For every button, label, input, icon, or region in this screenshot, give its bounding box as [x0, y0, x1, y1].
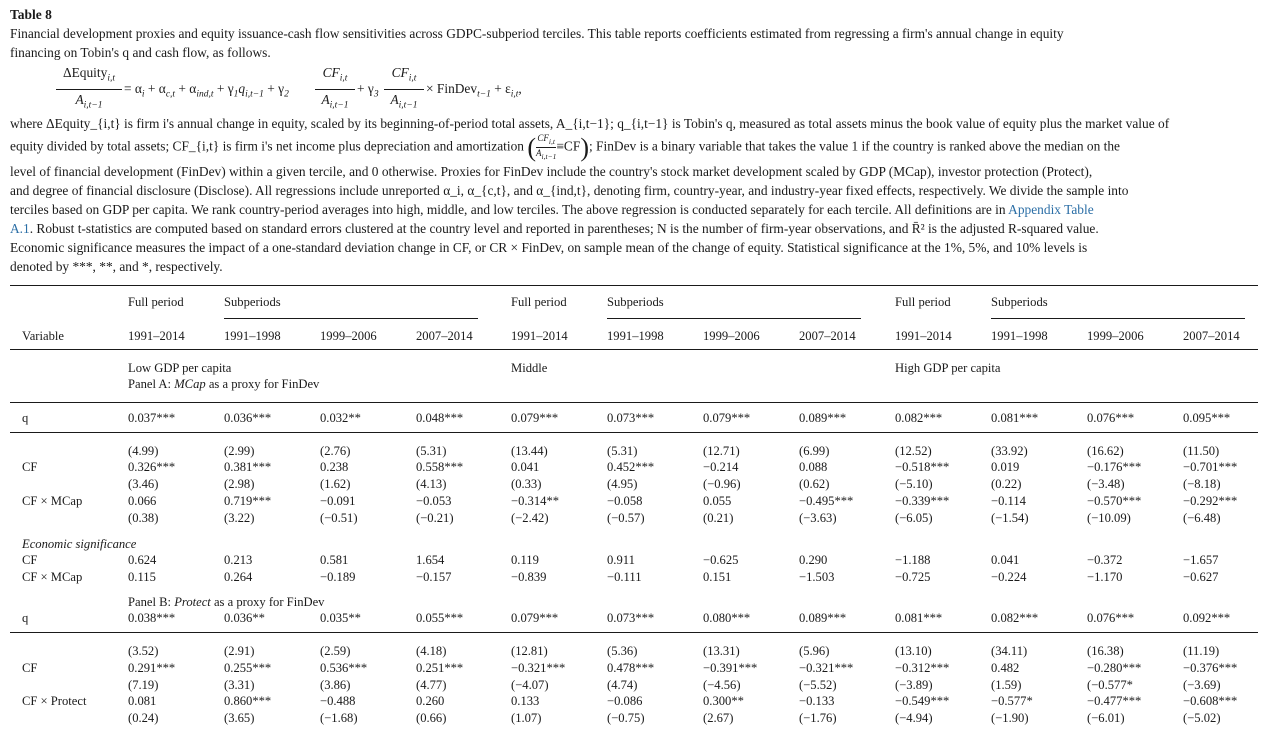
table-cell: −0.224	[991, 570, 1027, 584]
table-cell: −0.839	[511, 570, 547, 584]
table-cell: −0.625	[703, 553, 739, 567]
table-cell: 0.081***	[991, 411, 1039, 425]
table-cell: (−1.90)	[991, 711, 1029, 725]
table-cell: 0.019	[991, 460, 1020, 474]
table-cell: (−3.63)	[799, 511, 837, 525]
header-period: 2007–2014	[799, 329, 856, 343]
table-cell: 0.260	[416, 694, 445, 708]
table-cell: (5.96)	[799, 644, 830, 658]
table-cell: 0.213	[224, 553, 253, 567]
table-cell: −0.058	[607, 494, 643, 508]
header-period: 1991–2014	[511, 329, 568, 343]
header-variable: Variable	[22, 329, 64, 343]
table-cell: (3.52)	[128, 644, 159, 658]
table-cell: (7.19)	[128, 678, 159, 692]
table-cell: 0.300**	[703, 694, 744, 708]
table-cell: 0.035**	[320, 611, 361, 625]
table-cell: (4.77)	[416, 678, 447, 692]
table-cell: (−6.48)	[1183, 511, 1221, 525]
table-cell: (−8.18)	[1183, 477, 1221, 491]
table-cell: −0.091	[320, 494, 356, 508]
body-line-1: where ΔEquity_{i,t} is firm i's annual change in equity, scaled by its beginning-of-period total assets, A_{i,t−1}; q_{i,t−1} is Tobin's q, measured as total assets minus the book value of equity plus the market value of	[10, 116, 1170, 131]
row-label: CF × MCap	[22, 494, 83, 508]
table-cell: 0.079***	[703, 411, 751, 425]
group-label: Low GDP per capita	[128, 361, 232, 375]
subperiod-rule-low	[224, 318, 478, 319]
table-cell: 0.081***	[895, 611, 943, 625]
table-cell: −0.176***	[1087, 460, 1142, 474]
table-cell: 0.080***	[703, 611, 751, 625]
table-cell: −1.188	[895, 553, 931, 567]
table-cell: −0.314**	[511, 494, 560, 508]
table-cell: (13.31)	[703, 644, 740, 658]
table-cell: −0.157	[416, 570, 452, 584]
table-cell: 0.088	[799, 460, 828, 474]
table-cell: (11.50)	[1183, 444, 1220, 458]
table-cell: (0.33)	[511, 477, 542, 491]
table-cell: (3.31)	[224, 678, 255, 692]
table-cell: −0.321***	[511, 661, 566, 675]
table-cell: (−4.07)	[511, 678, 549, 692]
table-cell: (−1.68)	[320, 711, 358, 725]
table-cell: −1.503	[799, 570, 835, 584]
table-cell: (3.22)	[224, 511, 255, 525]
table-cell: −0.391***	[703, 661, 758, 675]
table-cell: −0.086	[607, 694, 643, 708]
header-full-period: Full period	[895, 295, 951, 309]
body-line-2: equity divided by total assets; CF_{i,t} is firm i's net income plus depreciation and amortization ( $\frac{CF_{i,t}}{A_{i,t-1}}$ ≡CF); FinDev is a binary variable that takes the value 1 if the country is ranked above the median on the	[10, 132, 1120, 162]
table-cell: −0.495***	[799, 494, 854, 508]
table-cell: 0.066	[128, 494, 157, 508]
table-cell: (13.10)	[895, 644, 932, 658]
table-cell: −0.111	[607, 570, 642, 584]
table-cell: 0.860***	[224, 694, 272, 708]
body-line-8: denoted by ***, **, and *, respectively.	[10, 258, 223, 274]
table-cell: 0.073***	[607, 411, 655, 425]
table-cell: (0.21)	[703, 511, 734, 525]
table-cell: (−3.89)	[895, 678, 933, 692]
subperiod-rule-mid	[607, 318, 861, 319]
body-line-3: level of financial development (FinDev) within a given tercile, and 0 otherwise. Proxies for FinDev include the country's stock market development scaled by GDP (MCap), investor protection (Protect),	[10, 163, 1093, 179]
row-label: q	[22, 611, 29, 625]
table-cell: 0.048***	[416, 411, 464, 425]
table-cell: (2.99)	[224, 444, 255, 458]
panel-b-q-row-rule	[10, 632, 1258, 633]
table-cell: −0.627	[1183, 570, 1219, 584]
table-cell: (1.62)	[320, 477, 351, 491]
table-cell: (34.11)	[991, 644, 1028, 658]
body-line-4: and degree of financial disclosure (Disclose). All regressions include unreported α_i, α_{c,t}, and α_{ind,t}, denoting firm, country-year, and industry-year fixed effects, respectively. We divide the sample into	[10, 182, 1129, 198]
table-cell: (0.38)	[128, 511, 159, 525]
table-cell: (−5.52)	[799, 678, 837, 692]
header-period: 1991–2014	[895, 329, 952, 343]
table-cell: (0.66)	[416, 711, 447, 725]
table-cell: 0.558***	[416, 460, 464, 474]
table-cell: 0.291***	[128, 661, 176, 675]
table-cell: (−0.21)	[416, 511, 454, 525]
table-cell: (0.62)	[799, 477, 830, 491]
table-cell: (13.44)	[511, 444, 548, 458]
table-cell: (−6.01)	[1087, 711, 1125, 725]
table-cell: (4.99)	[128, 444, 159, 458]
header-period: 1991–1998	[607, 329, 664, 343]
table-cell: (2.59)	[320, 644, 351, 658]
row-label: CF × MCap	[22, 570, 83, 584]
table-cell: −0.133	[799, 694, 835, 708]
table-label: Table 8	[10, 7, 52, 22]
table-cell: 0.041	[511, 460, 540, 474]
table-top-rule	[10, 285, 1258, 286]
table-cell: 0.079***	[511, 611, 559, 625]
table-cell: 0.079***	[511, 411, 559, 425]
panel-a-title: Panel A: MCap as a proxy for FinDev	[128, 377, 320, 391]
table-cell: 0.038***	[128, 611, 176, 625]
table-cell: (−4.94)	[895, 711, 933, 725]
table-cell: (2.67)	[703, 711, 734, 725]
panel-b-title: Panel B: Protect as a proxy for FinDev	[128, 595, 325, 609]
caption-line-2: financing on Tobin's q and cash flow, as follows.	[10, 45, 271, 60]
row-label: CF × Protect	[22, 694, 87, 708]
table-cell: −0.488	[320, 694, 356, 708]
header-period: 2007–2014	[416, 329, 473, 343]
header-period: 1991–2014	[128, 329, 185, 343]
table-cell: −0.312***	[895, 661, 950, 675]
cf-fraction-1: $CF_{i,t}$ $A_{i,t-1}$	[315, 64, 355, 114]
row-label: q	[22, 411, 29, 425]
table-cell: (33.92)	[991, 444, 1028, 458]
header-period: 1999–2006	[703, 329, 760, 343]
table-cell: 0.073***	[607, 611, 655, 625]
table-cell: (−4.56)	[703, 678, 741, 692]
table-cell: (−0.577*	[1087, 678, 1133, 692]
table-cell: (−0.51)	[320, 511, 358, 525]
subperiod-rule-high	[991, 318, 1245, 319]
table-cell: −1.170	[1087, 570, 1123, 584]
table-cell: (5.36)	[607, 644, 638, 658]
table-cell: (2.91)	[224, 644, 255, 658]
row-label: CF	[22, 460, 38, 474]
table-cell: 0.452***	[607, 460, 655, 474]
table-cell: (4.74)	[607, 678, 638, 692]
table-cell: (0.24)	[128, 711, 159, 725]
table-cell: 0.095***	[1183, 411, 1231, 425]
table-cell: (0.22)	[991, 477, 1022, 491]
table-cell: (2.98)	[224, 477, 255, 491]
header-bottom-rule	[10, 349, 1258, 350]
body-line-5: terciles based on GDP per capita. We rank country-period averages into high, middle, and low terciles. The above regression is conducted separately for each tercile. All definitions are in Appendix Table	[10, 201, 1094, 217]
table-cell: −0.053	[416, 494, 452, 508]
lhs-fraction: ΔEquity$_{i,t}$ $A_{i,t-1}$	[56, 64, 122, 114]
table-cell: 0.581	[320, 553, 349, 567]
table-cell: −0.292***	[1183, 494, 1238, 508]
table-cell: 0.251***	[416, 661, 464, 675]
table-cell: (3.65)	[224, 711, 255, 725]
table-cell: −0.114	[991, 494, 1026, 508]
table-cell: (5.31)	[607, 444, 638, 458]
body-line-7: Economic significance measures the impact of a one-standard deviation change in CF, or CR × FinDev, on sample mean of the change of equity. Statistical significance at the 1%, 5%, and 10% levels is	[10, 239, 1088, 255]
body-line-6: A.1. Robust t-statistics are computed based on standard errors clustered at the country level and reported in parentheses; N is the number of firm-year observations, and R̄² is the adjusted R-squared value.	[10, 220, 1099, 236]
header-subperiods: Subperiods	[224, 295, 281, 309]
table-cell: −0.339***	[895, 494, 950, 508]
group-label: Middle	[511, 361, 548, 375]
table-cell: 0.290	[799, 553, 828, 567]
table-cell: (3.46)	[128, 477, 159, 491]
table-cell: −0.189	[320, 570, 356, 584]
header-full-period: Full period	[128, 295, 184, 309]
table-cell: 0.381***	[224, 460, 272, 474]
table-cell: 0.238	[320, 460, 349, 474]
table-cell: −0.549***	[895, 694, 950, 708]
table-cell: (4.18)	[416, 644, 447, 658]
table-cell: −0.608***	[1183, 694, 1238, 708]
table-cell: −0.577*	[991, 694, 1033, 708]
header-period: 1991–1998	[991, 329, 1048, 343]
table-caption	[10, 6, 1258, 276]
table-cell: 0.089***	[799, 411, 847, 425]
table-cell: −0.477***	[1087, 694, 1142, 708]
table-cell: (1.59)	[991, 678, 1022, 692]
header-full-period: Full period	[511, 295, 567, 309]
header-period: 1999–2006	[1087, 329, 1144, 343]
appendix-link-cont[interactable]: A.1	[10, 220, 30, 236]
table-cell: (−10.09)	[1087, 511, 1131, 525]
table-cell: −0.321***	[799, 661, 854, 675]
table-cell: 0.255***	[224, 661, 272, 675]
table-cell: −0.518***	[895, 460, 950, 474]
table-cell: (16.62)	[1087, 444, 1124, 458]
table-cell: (12.81)	[511, 644, 548, 658]
table-cell: (4.95)	[607, 477, 638, 491]
table-cell: (−0.96)	[703, 477, 741, 491]
q-row-rule	[10, 432, 1258, 433]
table-cell: −1.657	[1183, 553, 1219, 567]
table-cell: (12.52)	[895, 444, 932, 458]
table-cell: (−0.57)	[607, 511, 645, 525]
table-cell: (4.13)	[416, 477, 447, 491]
table-cell: −0.376***	[1183, 661, 1238, 675]
header-subperiods: Subperiods	[991, 295, 1048, 309]
table-cell: 0.055***	[416, 611, 464, 625]
regression-equation: ΔEquity$_{i,t}$ $A_{i,t-1}$ = $\alpha_i + \alpha_{c,t} + \alpha_{ind,t} + \gamma_1q_{i,t-1} + \gamma_2$ $CF_{i,t}$ $A_{i,t-1}$ + $\gamma_3$ $CF_{i,t}$ $A_{i,t-1}$ × FinDev$_{t-1}$ + $\varepsilon_{i,t}$,	[10, 64, 1258, 114]
table-cell: 1.654	[416, 553, 445, 567]
table-cell: −0.372	[1087, 553, 1123, 567]
table-cell: (11.19)	[1183, 644, 1220, 658]
header-period: 1999–2006	[320, 329, 377, 343]
table-cell: 0.036***	[224, 411, 272, 425]
equation-terms: = $\alpha_i + \alpha_{c,t} + \alpha_{ind,t} + \gamma_1q_{i,t-1} + \gamma_2$	[124, 81, 289, 100]
table-cell: (5.31)	[416, 444, 447, 458]
table-cell: 0.133	[511, 694, 540, 708]
table-cell: −0.701***	[1183, 460, 1238, 474]
table-cell: 0.911	[607, 553, 635, 567]
table-cell: 0.115	[128, 570, 156, 584]
table-cell: (−2.42)	[511, 511, 549, 525]
group-label: High GDP per capita	[895, 361, 1001, 375]
row-label: CF	[22, 661, 38, 675]
table-cell: (12.71)	[703, 444, 740, 458]
table-cell: 0.119	[511, 553, 539, 567]
header-period: 2007–2014	[1183, 329, 1240, 343]
table-cell: −0.214	[703, 460, 739, 474]
table-cell: −0.725	[895, 570, 931, 584]
panel-a-rule	[10, 402, 1258, 403]
table-cell: 0.037***	[128, 411, 176, 425]
table-cell: 0.032**	[320, 411, 361, 425]
table-cell: 0.055	[703, 494, 732, 508]
table-cell: (3.86)	[320, 678, 351, 692]
table-cell: (16.38)	[1087, 644, 1124, 658]
header-subperiods: Subperiods	[607, 295, 664, 309]
table-cell: 0.076***	[1087, 411, 1135, 425]
table-cell: (−5.02)	[1183, 711, 1221, 725]
table-cell: (2.76)	[320, 444, 351, 458]
table-cell: 0.082***	[991, 611, 1039, 625]
table-cell: (−3.48)	[1087, 477, 1125, 491]
table-cell: 0.624	[128, 553, 157, 567]
table-cell: 0.089***	[799, 611, 847, 625]
table-cell: 0.082***	[895, 411, 943, 425]
table-cell: 0.081	[128, 694, 157, 708]
table-cell: 0.264	[224, 570, 253, 584]
table-cell: (−3.69)	[1183, 678, 1221, 692]
table-cell: 0.326***	[128, 460, 176, 474]
table-cell: (−1.76)	[799, 711, 837, 725]
table-cell: (−0.75)	[607, 711, 645, 725]
table-cell: (1.07)	[511, 711, 542, 725]
table-cell: (−1.54)	[991, 511, 1029, 525]
caption-line-1: Financial development proxies and equity issuance-cash flow sensitivities across GDPC-subperiod terciles. This table reports coefficients estimated from regressing a firm's annual change in equity	[10, 26, 1064, 41]
cf-fraction-2: $CF_{i,t}$ $A_{i,t-1}$	[384, 64, 424, 114]
table-cell: (−6.05)	[895, 511, 933, 525]
table-cell: 0.036**	[224, 611, 265, 625]
table-cell: 0.478***	[607, 661, 655, 675]
table-cell: 0.076***	[1087, 611, 1135, 625]
table-cell: 0.092***	[1183, 611, 1231, 625]
appendix-link[interactable]: Appendix Table	[1008, 201, 1094, 217]
row-label: CF	[22, 553, 38, 567]
table-cell: 0.482	[991, 661, 1020, 675]
table-cell: 0.151	[703, 570, 732, 584]
table-cell: 0.719***	[224, 494, 272, 508]
table-cell: −0.570***	[1087, 494, 1142, 508]
table-cell: (−5.10)	[895, 477, 933, 491]
table-cell: 0.041	[991, 553, 1020, 567]
econ-significance-label: Economic significance	[22, 537, 137, 551]
table-cell: (6.99)	[799, 444, 830, 458]
table-cell: 0.536***	[320, 661, 368, 675]
header-period: 1991–1998	[224, 329, 281, 343]
table-cell: −0.280***	[1087, 661, 1142, 675]
